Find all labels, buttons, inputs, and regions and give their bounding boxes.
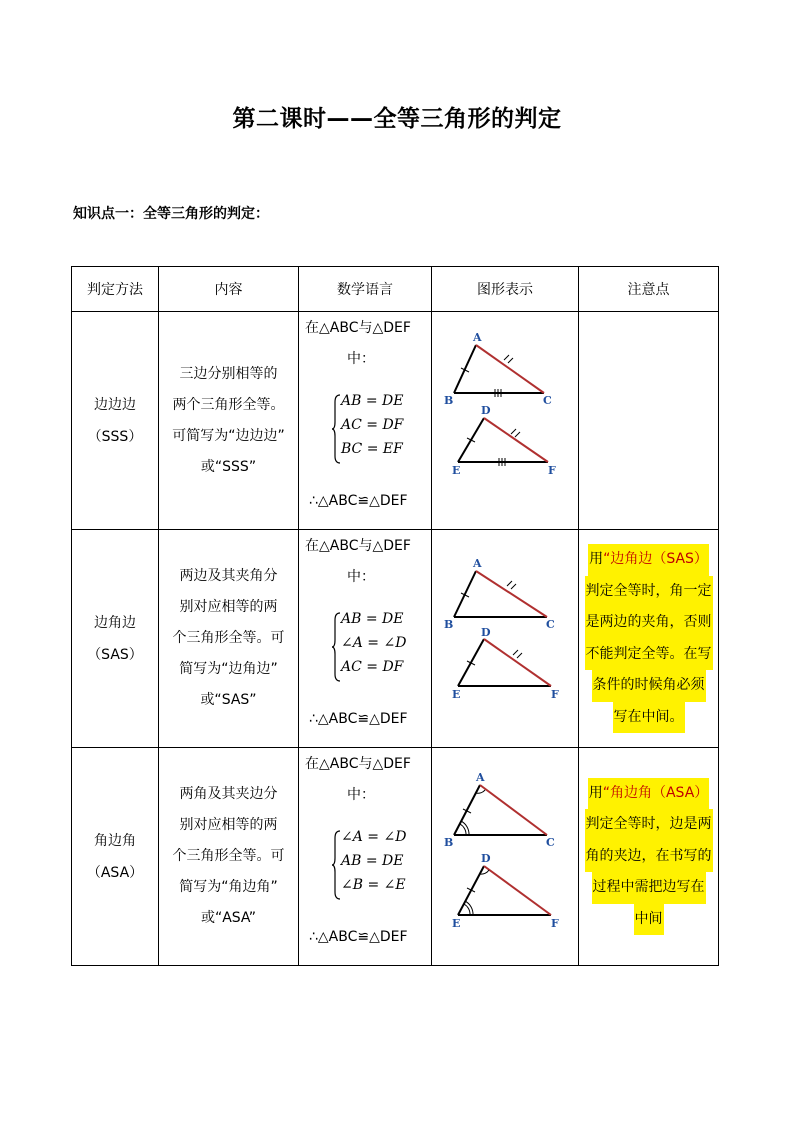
note-line: 条件的时候角必须 xyxy=(592,670,706,702)
vertex-label: A xyxy=(473,331,482,344)
method-abbr: （SSS） xyxy=(87,428,143,445)
content-line: 或“SAS” xyxy=(200,692,257,708)
header-math-language: 数学语言 xyxy=(299,267,432,312)
vertex-label: B xyxy=(444,618,454,631)
lang-intro-cont: 中： xyxy=(347,787,375,803)
vertex-label: C xyxy=(546,618,555,631)
method-cell xyxy=(72,530,159,748)
vertex-label: C xyxy=(546,836,555,849)
method-name: 边角边 xyxy=(94,614,136,631)
note-line: 用“边角边（SAS） xyxy=(588,544,709,576)
content-line: 或“ASA” xyxy=(200,910,257,926)
triangle-pair-sss-figure xyxy=(432,312,578,529)
content-line: 简写为“角边角” xyxy=(179,879,278,895)
equation: AB = DE xyxy=(341,611,404,627)
header-row xyxy=(72,267,719,312)
content-line: 两边及其夹角分 xyxy=(179,568,278,584)
header-notes: 注意点 xyxy=(579,267,719,312)
conclusion: ∴△ABC≌△DEF xyxy=(309,929,408,945)
notes-cell-empty xyxy=(579,312,719,530)
lang-intro: 在△ABC与△DEF xyxy=(305,538,411,554)
table-row-sss xyxy=(72,312,719,530)
equation: AC = DF xyxy=(341,659,404,675)
vertex-label: C xyxy=(543,394,552,407)
criteria-table xyxy=(71,266,719,966)
note-line: 用“角边角（ASA） xyxy=(588,778,710,810)
conclusion: ∴△ABC≌△DEF xyxy=(309,493,408,509)
vertex-label: F xyxy=(551,917,559,930)
note-line: 判定全等时，边是两 xyxy=(585,809,713,841)
content-line: 可简写为“边边边” xyxy=(172,427,285,444)
content-line: 三边分别相等的 xyxy=(179,365,278,382)
vertex-label: D xyxy=(481,404,491,417)
vertex-label: A xyxy=(476,771,485,784)
vertex-label: E xyxy=(452,917,461,930)
content-line: 简写为“边角边” xyxy=(179,661,278,677)
content-line: 个三角形全等。可 xyxy=(172,848,285,864)
note-highlight: “边角边（SAS） xyxy=(603,551,708,567)
method-cell xyxy=(72,748,159,966)
table-row-sas xyxy=(72,530,719,748)
brace-icon xyxy=(331,830,341,900)
method-name: 角边角 xyxy=(94,832,136,849)
equation: ∠B = ∠E xyxy=(341,877,406,893)
note-line: 过程中需把边写在 xyxy=(592,872,706,904)
method-name: 边边边 xyxy=(94,396,136,413)
content-line: 别对应相等的两 xyxy=(179,599,278,615)
brace-icon xyxy=(331,394,341,464)
equation: BC = EF xyxy=(341,441,403,457)
math-language-cell xyxy=(299,530,432,748)
equation: AC = DF xyxy=(341,417,404,433)
content-cell xyxy=(159,312,299,530)
note-line: 判定全等时，角一定 xyxy=(585,576,713,608)
math-language-cell xyxy=(299,312,432,530)
vertex-label: D xyxy=(481,852,491,865)
conclusion: ∴△ABC≌△DEF xyxy=(309,711,408,727)
equation: ∠A = ∠D xyxy=(341,829,407,845)
header-content: 内容 xyxy=(159,267,299,312)
vertex-label: E xyxy=(452,464,461,477)
lang-intro: 在△ABC与△DEF xyxy=(305,756,411,772)
page-title: 第二课时——全等三角形的判定 xyxy=(232,106,562,132)
content-cell xyxy=(159,530,299,748)
content-line: 个三角形全等。可 xyxy=(172,630,285,646)
lang-intro: 在△ABC与△DEF xyxy=(305,320,411,336)
note-line: 中间 xyxy=(634,904,664,936)
header-figure: 图形表示 xyxy=(432,267,579,312)
content-line: 两角及其夹边分 xyxy=(179,786,278,802)
note-line: 写在中间。 xyxy=(613,702,685,734)
notes-cell xyxy=(579,530,719,748)
method-cell xyxy=(72,312,159,530)
lang-intro-cont: 中： xyxy=(347,569,375,585)
content-line: 别对应相等的两 xyxy=(179,817,278,833)
content-cell xyxy=(159,748,299,966)
figure-cell xyxy=(432,530,579,748)
note-line: 角的夹边，在书写的 xyxy=(585,841,713,873)
equation: AB = DE xyxy=(341,853,404,869)
section-heading: 知识点一：全等三角形的判定： xyxy=(73,206,269,222)
notes-cell xyxy=(579,748,719,966)
vertex-label: F xyxy=(548,464,556,477)
header-method: 判定方法 xyxy=(72,267,159,312)
note-line: 不能判定全等。在写 xyxy=(585,639,713,671)
brace-icon xyxy=(331,612,341,682)
equation: AB = DE xyxy=(341,393,404,409)
vertex-label: B xyxy=(444,394,454,407)
vertex-label: E xyxy=(452,688,461,701)
lang-intro-cont: 中： xyxy=(347,351,375,367)
vertex-label: F xyxy=(551,688,559,701)
figure-cell xyxy=(432,748,579,966)
vertex-label: B xyxy=(444,836,454,849)
method-abbr: （SAS） xyxy=(87,646,143,663)
vertex-label: D xyxy=(481,626,491,639)
content-line: 两个三角形全等。 xyxy=(172,396,285,413)
figure-cell xyxy=(432,312,579,530)
note-highlight: “角边角（ASA） xyxy=(602,784,709,801)
triangle-pair-asa-figure xyxy=(432,748,578,965)
method-abbr: （ASA） xyxy=(86,864,144,881)
content-line: 或“SSS” xyxy=(200,458,257,475)
vertex-label: A xyxy=(473,557,482,570)
note-line: 是两边的夹角，否则 xyxy=(585,607,713,639)
triangle-pair-sas-figure xyxy=(432,530,578,747)
math-language-cell xyxy=(299,748,432,966)
table-row-asa xyxy=(72,748,719,966)
equation: ∠A = ∠D xyxy=(341,635,407,651)
